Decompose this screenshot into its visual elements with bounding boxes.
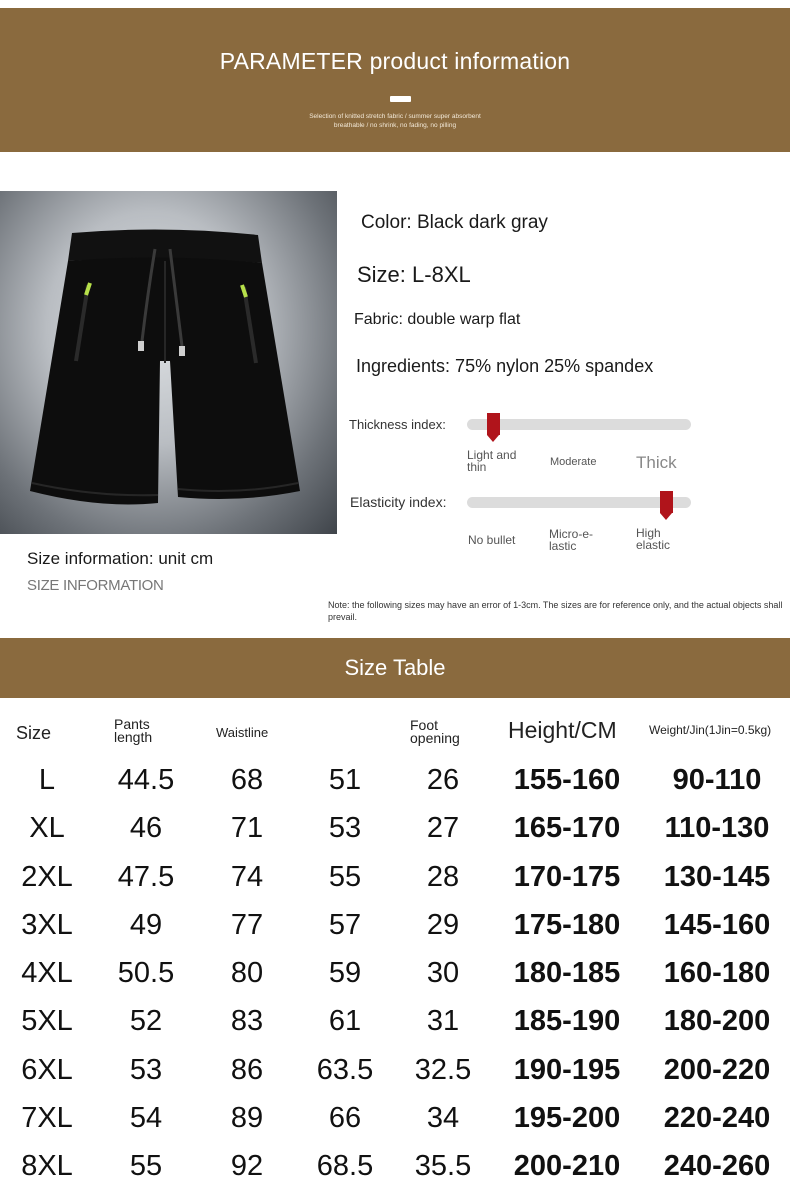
header-subtitle-line2: breathable / no shrink, no fading, no pilling: [333, 122, 457, 129]
size-table-title: Size Table: [344, 655, 446, 680]
cell-weight: 160-180: [663, 957, 771, 990]
cell-foot-opening: 30: [426, 957, 460, 990]
header-weight: Weight/Jin(1Jin=0.5kg): [649, 723, 772, 737]
cell-pants-length: 44.5: [117, 764, 175, 796]
cell-waistline: 92: [230, 1150, 264, 1183]
cell-hip: 63.5: [316, 1053, 374, 1086]
thickness-track: [467, 419, 691, 430]
cell-height: 200-210: [513, 1150, 621, 1183]
table-row: [0, 804, 790, 852]
cell-weight: 180-200: [663, 1005, 771, 1038]
header-band: [0, 8, 790, 152]
cell-weight: 130-145: [663, 860, 771, 893]
cell-pants-length: 50.5: [117, 957, 175, 990]
cell-weight: 90-110: [672, 764, 762, 796]
cell-hip: 57: [328, 908, 362, 941]
cell-pants-length: 47.5: [117, 860, 175, 893]
elasticity-scale-low: No bullet: [468, 533, 516, 547]
header-size: Size: [16, 723, 52, 743]
cell-foot-opening: 32.5: [414, 1053, 472, 1086]
cell-height: 170-175: [513, 860, 621, 893]
thickness-index-label: Thickness index:: [349, 417, 446, 432]
thickness-scale-mid: Moderate: [550, 456, 597, 468]
header-waistline: Waistline: [216, 725, 269, 740]
thickness-marker: [487, 413, 500, 435]
cell-foot-opening: 28: [426, 860, 460, 893]
cell-waistline: 77: [230, 908, 264, 941]
elasticity-scale-high: High elastic: [636, 526, 671, 552]
table-row: [0, 949, 790, 997]
cell-pants-length: 52: [129, 1005, 163, 1038]
cell-pants-length: 49: [129, 908, 163, 941]
cell-size: 4XL: [21, 957, 73, 990]
size-info-subtitle: SIZE INFORMATION: [27, 577, 164, 594]
cell-size: 3XL: [21, 908, 73, 941]
header-foot-opening: Foot opening: [410, 717, 460, 746]
cell-foot-opening: 29: [426, 908, 460, 941]
thickness-scale-low: Light and thin: [467, 448, 517, 474]
cell-foot-opening: 34: [426, 1102, 460, 1135]
cell-foot-opening: 35.5: [414, 1150, 472, 1183]
cell-waistline: 74: [230, 860, 264, 893]
shorts-illustration: [0, 191, 337, 534]
cell-hip: 53: [328, 812, 362, 845]
cell-waistline: 83: [230, 1005, 264, 1038]
cell-hip: 59: [328, 957, 362, 990]
cell-pants-length: 54: [129, 1102, 163, 1135]
header-subtitle-line1: Selection of knitted stretch fabric / summer super absorbent: [309, 113, 481, 120]
cell-height: 185-190: [513, 1005, 621, 1038]
cell-foot-opening: 27: [426, 812, 460, 845]
elasticity-marker: [660, 491, 673, 513]
elasticity-index-label: Elasticity index:: [350, 494, 447, 510]
cell-pants-length: 55: [129, 1150, 163, 1183]
cell-hip: 55: [328, 860, 362, 893]
cell-waistline: 80: [230, 957, 264, 990]
cell-waistline: 68: [230, 764, 264, 796]
cell-weight: 200-220: [663, 1053, 771, 1086]
header-subtitle: [0, 112, 790, 130]
cell-waistline: 86: [230, 1053, 264, 1086]
cell-height: 195-200: [513, 1102, 621, 1135]
cell-hip: 66: [328, 1102, 362, 1135]
table-row: [0, 901, 790, 949]
table-row: [0, 1142, 790, 1190]
size-note: Note: the following sizes may have an error of 1-3cm. The sizes are for reference only, and the actual objects shall prevail.: [328, 600, 783, 622]
cell-height: 155-160: [513, 764, 621, 796]
cell-height: 190-195: [513, 1053, 621, 1086]
cell-size: 5XL: [21, 1005, 73, 1038]
cell-height: 180-185: [513, 957, 621, 990]
size-table-body: [0, 756, 790, 1191]
title-divider: [390, 96, 411, 102]
cell-pants-length: 53: [129, 1053, 163, 1086]
elasticity-track: [467, 497, 691, 508]
product-ingredients: Ingredients: 75% nylon 25% spandex: [356, 356, 654, 376]
cell-weight: 240-260: [663, 1150, 771, 1183]
cell-size: 2XL: [21, 860, 73, 893]
cell-hip: 51: [328, 764, 362, 796]
header-pants-length: Pants length: [114, 716, 153, 745]
table-row: [0, 1046, 790, 1094]
cell-hip: 61: [328, 1005, 362, 1038]
page-title: PARAMETER product information: [219, 48, 571, 74]
table-row: [0, 997, 790, 1045]
cell-foot-opening: 31: [426, 1005, 460, 1038]
elasticity-scale-mid: Micro-e-lastic: [549, 527, 593, 553]
header-height: Height/CM: [508, 717, 617, 743]
table-row: [0, 853, 790, 901]
product-photo: [0, 191, 337, 534]
cell-weight: 220-240: [663, 1102, 771, 1135]
cell-hip: 68.5: [316, 1150, 374, 1183]
product-color: Color: Black dark gray: [361, 212, 548, 233]
table-row: [0, 1094, 790, 1142]
cell-waistline: 89: [230, 1102, 264, 1135]
thickness-scale-high: Thick: [636, 453, 677, 472]
cell-weight: 145-160: [663, 908, 771, 941]
cell-waistline: 71: [230, 812, 264, 845]
product-size: Size: L-8XL: [357, 262, 471, 287]
product-fabric: Fabric: double warp flat: [354, 311, 521, 328]
cell-height: 165-170: [513, 812, 621, 845]
cell-foot-opening: 26: [426, 764, 460, 796]
cell-size: 8XL: [21, 1150, 73, 1183]
cell-height: 175-180: [513, 908, 621, 941]
cell-pants-length: 46: [129, 812, 163, 845]
cell-size: 6XL: [21, 1053, 73, 1086]
cell-size: L: [38, 764, 56, 796]
table-row: [0, 756, 790, 804]
size-info-title: Size information: unit cm: [27, 549, 214, 568]
cell-size: XL: [29, 812, 65, 845]
cell-weight: 110-130: [664, 812, 770, 845]
cell-size: 7XL: [21, 1102, 73, 1135]
